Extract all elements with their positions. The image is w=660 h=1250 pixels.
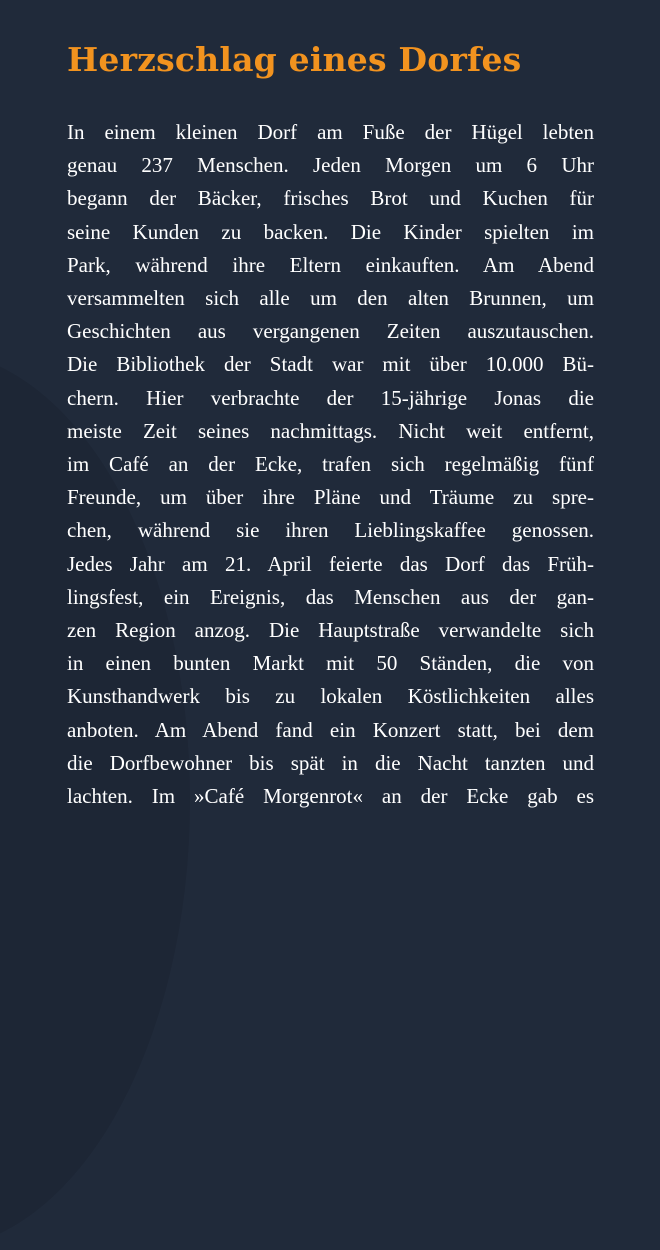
article-title: Herzschlag eines Dorfes xyxy=(67,40,522,79)
body-line: chern. Hier verbrachte der 15-jährige Jonas die xyxy=(67,385,594,410)
body-line: Kunsthandwerk bis zu lokalen Köstlichkeiten alles xyxy=(67,684,594,709)
body-line: chen, während sie ihren Lieblingskaffee genossen. xyxy=(67,518,594,543)
body-line: lachten. Im »Café Morgenrot« an der Ecke gab es xyxy=(67,784,594,809)
body-line: anboten. Am Abend fand ein Konzert statt, bei dem xyxy=(67,717,594,742)
body-line: zen Region anzog. Die Hauptstraße verwandelte sich xyxy=(67,618,594,643)
body-line: Park, während ihre Eltern einkauften. Am Abend xyxy=(67,252,594,277)
body-line: die Dorfbewohner bis spät in die Nacht tanzten und xyxy=(67,750,594,775)
body-line: In einem kleinen Dorf am Fuße der Hügel lebten xyxy=(67,120,594,144)
body-line: lingsfest, ein Ereignis, das Menschen aus der gan- xyxy=(67,584,594,609)
body-line: meiste Zeit seines nachmittags. Nicht weit entfernt, xyxy=(67,418,594,443)
body-line: in einen bunten Markt mit 50 Ständen, die von xyxy=(67,651,594,676)
body-line: versammelten sich alle um den alten Brunnen, um xyxy=(67,286,594,311)
body-line: Jedes Jahr am 21. April feierte das Dorf das Früh- xyxy=(67,551,594,576)
article-body xyxy=(67,116,594,813)
body-line: seine Kunden zu backen. Die Kinder spielten im xyxy=(67,219,594,244)
body-line: Geschichten aus vergangenen Zeiten auszutauschen. xyxy=(67,319,594,344)
body-line: im Café an der Ecke, trafen sich regelmäßig fünf xyxy=(67,452,594,477)
body-line: Freunde, um über ihre Pläne und Träume zu spre- xyxy=(67,485,594,510)
body-line: begann der Bäcker, frisches Brot und Kuchen für xyxy=(67,186,594,211)
body-line: genau 237 Menschen. Jeden Morgen um 6 Uhr xyxy=(67,153,594,178)
body-line: Die Bibliothek der Stadt war mit über 10.000 Bü- xyxy=(67,352,594,377)
